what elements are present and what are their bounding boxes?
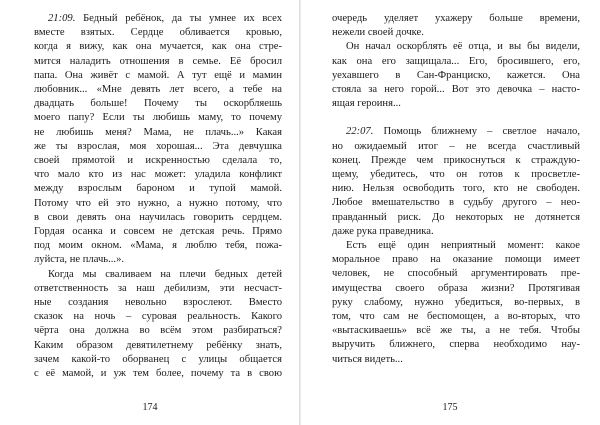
text-line (34, 197, 282, 211)
text-line (34, 140, 282, 154)
line-text: Бедный ребёнок, да ты умнее их всех (75, 13, 282, 24)
text-line (332, 324, 580, 338)
line-text: зачем какой-то оборванец с улицы общается (34, 353, 282, 365)
text-line (332, 182, 580, 196)
line-text: имущества своего образа жизни? Протягивая (332, 282, 580, 294)
line-text: что мало кто из нас может: уладила конфликт (34, 169, 282, 181)
line-text: мится наладить отношения в семье. Её бросил (34, 55, 282, 67)
text-line (34, 154, 282, 168)
text-line (34, 211, 282, 225)
line-text: сказок на ночь – суровая реальность. Какого (34, 311, 282, 323)
line-text: в свои девять она научилась говорить сердцем. (34, 211, 282, 223)
line-text: выручить ближнего, сперва необходимо нау- (332, 339, 580, 351)
line-text: нежели своей дочке. (332, 27, 424, 39)
line-text: стояла за него горой... Вот это девочка – насто- (332, 84, 580, 96)
line-text: Он начал оскорблять её отца, и вы бы видели, (346, 41, 580, 53)
text-line (332, 253, 580, 267)
line-text: человек, не способный аргументировать пре- (332, 268, 580, 280)
line-text: между взрослым бароном и тупой мамой. (34, 183, 282, 195)
line-text: ные создания невольно взрослеют. Вместо (34, 297, 282, 309)
text-line (34, 26, 282, 40)
text-line (34, 40, 282, 54)
text-line (34, 97, 282, 111)
text-line (34, 111, 282, 125)
line-text: читься видеть... (332, 353, 403, 365)
text-line (34, 239, 282, 253)
time-stamp: 22:07. (346, 126, 374, 138)
line-text: но ожидаемый итог – не всегда счастливый (332, 140, 580, 152)
line-text: Потому что ей это нужно, а нужно потому, что (34, 197, 282, 209)
text-line (34, 253, 282, 267)
text-line (34, 339, 282, 353)
line-text: как она его защищала... Его, бросившего, его, (332, 55, 580, 67)
text-line (34, 55, 282, 69)
text-line (34, 12, 282, 26)
text-line (332, 97, 580, 111)
text-line (34, 83, 282, 97)
line-text: под моим окном. «Мама, я люблю тебя, пожа- (34, 240, 282, 252)
text-line (332, 310, 580, 324)
line-text: ответственность за наш дебилизм, эти несчаст- (34, 282, 282, 294)
line-text: ящая героиня... (332, 98, 401, 110)
text-line (332, 12, 580, 26)
text-line (332, 55, 580, 69)
text-line (332, 26, 580, 40)
line-text: уехавшего в Сан-Франциско, кажется. Она (332, 69, 580, 81)
text-line (332, 140, 580, 154)
left-page-number: 174 (142, 402, 158, 413)
line-text: же ты взрослая, моя хорошая... Эта девчушка (34, 140, 282, 152)
line-text: двадцать больше! Почему ты оскорбляешь (34, 98, 282, 110)
text-line (332, 353, 580, 367)
line-text: даже рука праведника. (332, 225, 434, 237)
line-text: луйста, не плачь...». (34, 254, 125, 266)
line-text: том, что сам не беспомощен, а во-вторых, что (332, 311, 580, 323)
text-line (34, 324, 282, 338)
line-text: правданный риск. До некоторых не дотянется (332, 211, 580, 223)
line-text: Каким образом девятилетнему ребёнку знать, (34, 339, 282, 351)
right-page-text (332, 12, 580, 367)
line-text: Помощь ближнему – светлое начало, (373, 126, 580, 138)
text-line (332, 69, 580, 83)
line-text: когда я вижу, как она мучается, как она стре- (34, 41, 282, 53)
text-line (34, 168, 282, 182)
text-line (332, 338, 580, 352)
text-line (332, 211, 580, 225)
text-line (332, 125, 580, 139)
line-text: Когда мы сваливаем на плечи бедных детей (48, 268, 282, 280)
text-line (332, 83, 580, 97)
text-line (34, 310, 282, 324)
line-text: Есть ещё один неприятный момент: какое (346, 240, 580, 252)
left-page-text (34, 12, 282, 381)
line-text: конец. Прежде чем прикоснуться к страждую- (332, 154, 580, 166)
line-text: Гордая осанка и совсем не детская речь. Прямо (34, 226, 282, 238)
text-line (34, 225, 282, 239)
line-text: руку слабому, нужно убедиться, во-первых, в (332, 296, 580, 308)
line-text: не любишь меня? Мама, не плачь...» Какая (34, 126, 282, 138)
text-line (34, 69, 282, 83)
line-text: папа. Она живёт с мамой. А тут ещё и мамин (34, 69, 282, 81)
line-text: чёрта она должна во всём этом разбираться? (34, 325, 282, 337)
line-text: щему, убедитесь, что он готов к просветле- (332, 169, 580, 181)
text-line (332, 40, 580, 54)
text-line (34, 126, 282, 140)
text-line (332, 154, 580, 168)
text-line (332, 196, 580, 210)
text-line (332, 282, 580, 296)
right-page-number: 175 (442, 402, 458, 413)
text-line (332, 168, 580, 182)
text-line (332, 225, 580, 239)
line-text: вместе взятых. Сердце обливается кровью, (34, 27, 282, 39)
text-line (332, 296, 580, 310)
line-text: любовник... «Мне девять лет всего, а тебе на (34, 84, 282, 96)
line-text: моральное право на оказание помощи имеет (332, 254, 580, 266)
line-text: нию. Нельзя освободить того, кто не свободен. (332, 183, 580, 195)
text-line (332, 239, 580, 253)
line-text: моего папу? Если ты любишь маму, то почему (34, 112, 282, 124)
line-text: Любое вмешательство в судьбу другого – нео- (332, 197, 580, 209)
text-line (34, 353, 282, 367)
line-text: «вытаскиваешь» всё же ты, а не тебя. Чтобы (332, 325, 580, 337)
text-line (34, 367, 282, 381)
line-text: своей прямотой и искренностью сделала то, (34, 155, 282, 167)
right-page (300, 0, 600, 425)
text-line (34, 282, 282, 296)
time-stamp: 21:09. (48, 13, 76, 24)
text-line (332, 267, 580, 281)
line-text: очередь уделяет ухажеру больше времени, (332, 13, 580, 24)
line-text: с её мамой, и уж тем более, почему та в свою (34, 368, 282, 380)
text-line (34, 296, 282, 310)
text-line (34, 182, 282, 196)
text-line (34, 268, 282, 282)
